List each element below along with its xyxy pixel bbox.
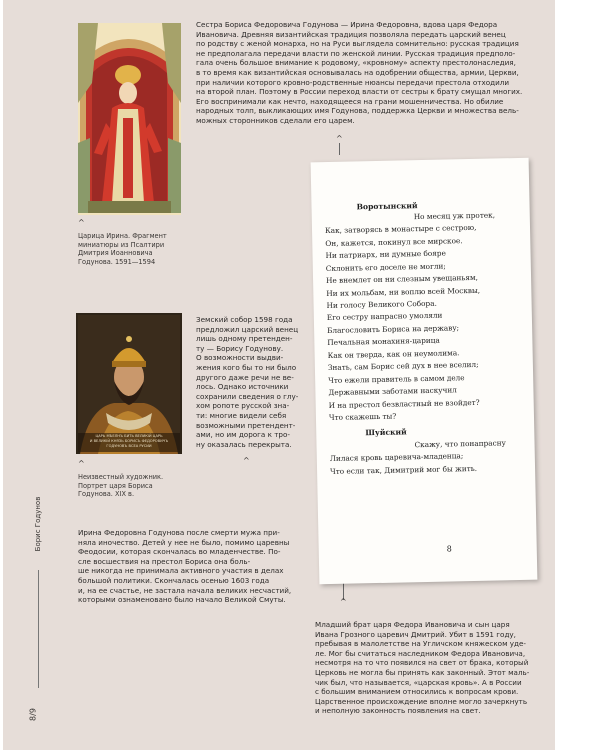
top-paragraph-marker: ^ xyxy=(336,134,343,143)
book-page xyxy=(3,0,555,750)
page-number: 8/9 xyxy=(28,708,38,721)
verse-line: Но месяц уж протек, xyxy=(413,210,496,222)
verse-line: Его сестру напрасно умоляли xyxy=(326,310,443,323)
boris-portrait-image xyxy=(76,313,182,454)
verse-line: Знать, сам Борис сей дух в нее вселил; xyxy=(327,359,479,373)
verse-line: Как он тверда, как он неумолима. xyxy=(327,348,460,361)
irina-caption-marker: ^ xyxy=(78,218,85,227)
verse-line: Печальная монахиня-царица xyxy=(327,335,440,348)
verse-line: Он, кажется, покинул все мирское. xyxy=(325,236,463,249)
boris-caption-marker: ^ xyxy=(78,459,85,468)
card-page-number: 8 xyxy=(446,544,452,554)
verse-line: Державными заботами наскучил xyxy=(328,385,457,398)
middle-paragraph: Земский собор 1598 года предложил царский венец лишь одному претенден- ту — Борису Годунову. О возможности выдви- жения кого бы то ни было другого даже речи не ве- лось. Однако источники сохранили сведения о глу- хом ропоте русской зна- ти: многие видели себя возможными претендент- ами, но им дорога к тро- ну оказалась перекрыта. xyxy=(196,315,299,449)
page-margin xyxy=(555,0,600,750)
verse-line: Как, затворясь в монастыре с сестрою, xyxy=(324,222,477,236)
speaker-shuisky: Шуйский xyxy=(365,427,407,438)
irina-miniature-art xyxy=(78,23,181,215)
verse-line: И на престол безвластный не взойдет? xyxy=(328,397,480,411)
running-head: Борис Годунов xyxy=(34,496,42,552)
bottom-right-marker: ^ xyxy=(340,597,347,606)
verse-line: Скажу, что понапрасну xyxy=(414,438,506,450)
spine-rule xyxy=(38,570,39,688)
bottom-right-paragraph: Младший брат царя Федора Ивановича и сын царя Ивана Грозного царевич Дмитрий. Убит в 1591 году, пребывая в малолетстве на Угличском княжеском уде- ле. Мог бы считаться наследником Федора Ивановича, несмотря на то что появился на свет от брака, который Церковь не могла бы принять как законный. Этот маль- чик был, что называется, «царская кровь». А в России с большим вниманием относились к вопросам крови. Царственное происхождение вполне могло зачеркнуть и неполную законность появления на свет. xyxy=(315,620,530,716)
boris-caption: Неизвестный художник. Портрет царя Бориса Годунова. XIX в. xyxy=(78,473,164,499)
bottom-left-paragraph: Ирина Федоровна Годунова после смерти мужа при- няла иночество. Детей у нее не было, помимо царевны Феодосии, которая скончалась во младенчестве. По- сле восшествия на престол Бориса она боль- ше никогда не принимала активного участия в делах большой политики. Скончалась осенью 1603 года и, на ее счастье, не застала начала великих несчастий, которыми ознаменовано было начало Великой Смуты. xyxy=(78,528,292,605)
boris-portrait-art xyxy=(76,313,182,454)
verse-line: Благословить Бориса на державу; xyxy=(327,323,460,336)
verse-line: Что ежели правитель в самом деле xyxy=(328,373,465,386)
verse-line: Что скажешь ты? xyxy=(328,411,397,422)
irina-miniature-image xyxy=(78,23,181,215)
verse-page-card xyxy=(311,158,538,584)
verse-line: Ни их мольбам, ни воплю всей Москвы, xyxy=(326,285,481,299)
verse-line: Не внемлет он ни слезным увещаньям, xyxy=(325,272,479,286)
speaker-vorotynsky: Воротынский xyxy=(356,201,418,212)
middle-paragraph-marker: ^ xyxy=(243,456,250,465)
verse-line: Ни голосу Великого Собора. xyxy=(326,298,437,311)
verse-line: Что если так, Димитрий мог бы жить. xyxy=(329,463,478,476)
verse-line: Лилася кровь царевича-младенца; xyxy=(329,451,464,463)
portrait-inscription: ЦАРЬ МѢЕЛНЪ БИТЬ ВЕЛИКІЙ ЦАРЬ И ВЕЛИКІЙ КНЯЗЬ БОРИСЪ ФЕДОРОВИЧЪ ГОДУНОВЪ ВСЕА РУСИИ xyxy=(89,434,169,448)
top-paragraph: Сестра Бориса Федоровича Годунова — Ирина Федоровна, вдова царя Федора Ивановича. Древняя византийская традиция позволяла передать царский венец по родству с женой монарха, но на Руси выглядела сомнительно: русская традиция не предполагала передачи власти по женской линии. Русская традиция предполо- гала очень большое внимание к родовому, «кровному» аспекту престолонаследия, в то время как византийская основывалась на одобрении общества, армии, Церкви, при наличии которого кровно-родственные нюансы передачи престола отходили на второй план. Поэтому в России переход власти от сестры к брату смущал многих. Его воспринимали как нечто, находящееся на грани мошенничества. Но обилие народных толп, выкликающих имя Годунова, поддержка Церкви и множества вель- можных сторонников сделали его царем. xyxy=(196,20,523,125)
irina-caption: Царица Ирина. Фрагмент миниатюры из Псалтири Дмитрия Иоанновича Годунова. 1591—1594 xyxy=(78,232,167,266)
verse-line: Ни патриарх, ни думные бояре xyxy=(325,248,446,261)
verse-line: Склонить его доселе не могли; xyxy=(325,261,446,274)
connector-line-top xyxy=(339,143,340,155)
